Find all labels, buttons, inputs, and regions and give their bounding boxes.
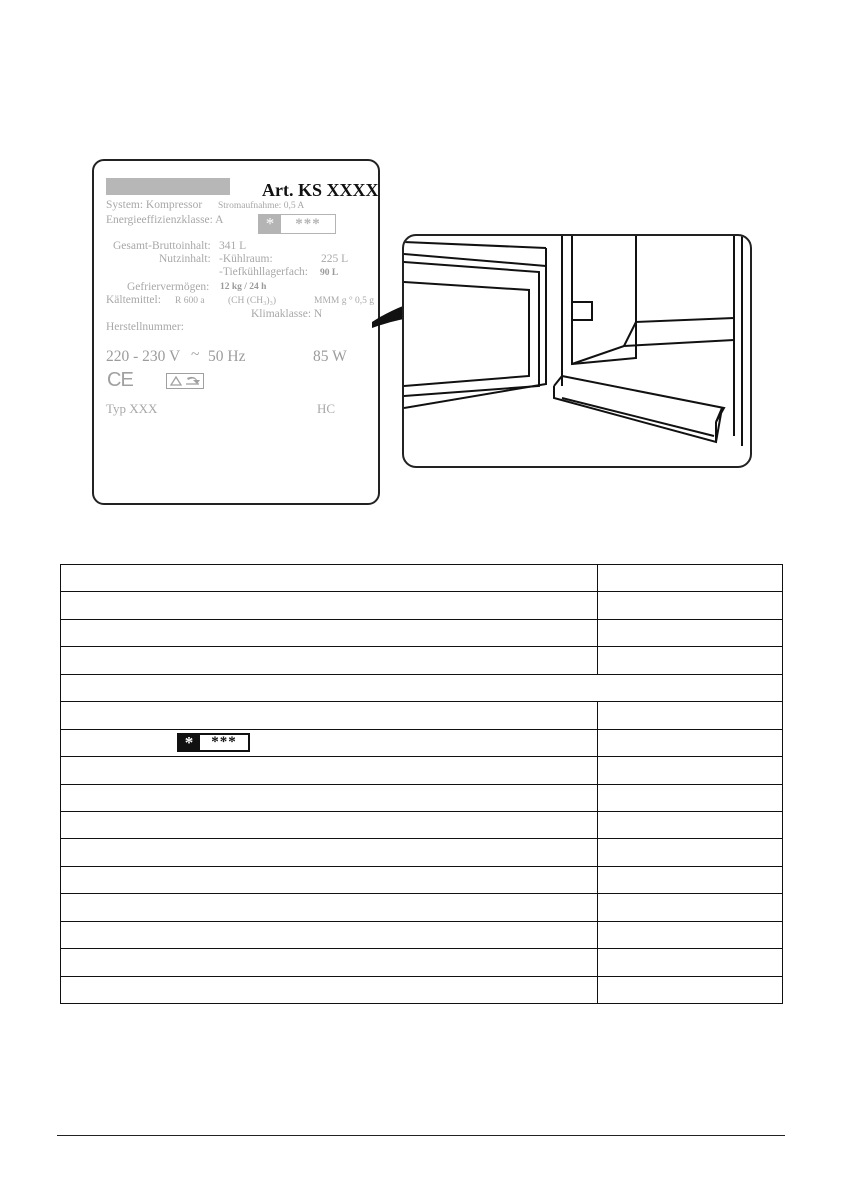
table-label-cell (61, 811, 598, 838)
ac-symbol: ~ (191, 346, 200, 363)
table-row (61, 647, 783, 674)
table-value-cell (598, 784, 783, 811)
gross-volume-label: Gesamt-Bruttoinhalt: (113, 240, 211, 252)
table-value-cell (598, 811, 783, 838)
article-number: Art. KS XXXX (262, 180, 379, 200)
table-row (61, 811, 783, 838)
table-row (61, 894, 783, 921)
table-label-cell (61, 647, 598, 674)
table-label-cell (61, 866, 598, 893)
plate-location-marker (572, 302, 592, 320)
table-label-cell (61, 921, 598, 948)
table-value-cell (598, 976, 783, 1003)
refrigerant-mass: MMM g ° 0,5 g (314, 296, 375, 306)
table-value-cell (598, 592, 783, 619)
table-value-cell (598, 757, 783, 784)
table-label-cell (61, 976, 598, 1003)
table-value-cell (598, 839, 783, 866)
climate-class: Klimaklasse: N (251, 308, 323, 320)
table-label-cell (61, 757, 598, 784)
fridge-interior-illustration (402, 234, 752, 468)
freezing-capacity-value: 12 kg / 24 h (220, 282, 267, 292)
ce-mark-icon: CE (107, 369, 133, 391)
current-label: Stromaufnahme: 0,5 A (218, 201, 305, 211)
type-label: Typ XXX (106, 401, 158, 416)
voltage-rating: 220 - 230 V (106, 348, 181, 365)
energy-class-label: Energieeffizienzklasse: A (106, 214, 224, 226)
freezer-star-rating-icon (258, 214, 336, 234)
table-row (61, 619, 783, 646)
table-value-cell (598, 647, 783, 674)
table-value-cell (598, 894, 783, 921)
freezer-compartment-value: 90 L (320, 268, 339, 278)
table-label-cell (61, 729, 598, 756)
table-label-cell (61, 839, 598, 866)
table-label-cell (61, 592, 598, 619)
table-value-cell (598, 565, 783, 592)
frequency-rating: 50 Hz (208, 348, 246, 365)
triple-star-icon: *** (295, 215, 321, 232)
fridge-door-drawing (404, 236, 752, 468)
specification-table (60, 564, 783, 1004)
refrigerant-label: Kältemittel: (106, 294, 161, 306)
table-row (61, 784, 783, 811)
freezer-star-rating-icon (177, 733, 250, 752)
refrigerant-formula: (CH (CH₃)₃) (228, 296, 277, 306)
table-value-cell (598, 949, 783, 976)
table-label-cell (61, 894, 598, 921)
table-row (61, 565, 783, 592)
usable-volume-label: Nutzinhalt: (159, 253, 211, 265)
table-value-cell (598, 729, 783, 756)
table-section-cell (61, 674, 783, 701)
recycling-symbol-icon (166, 373, 204, 389)
hc-label: HC (317, 401, 336, 416)
freezing-capacity-label: Gefriervermögen: (127, 281, 210, 293)
refrigerant-value: R 600 a (175, 296, 205, 306)
rating-plate (92, 159, 380, 505)
fridge-compartment-label: -Kühlraum: (219, 253, 273, 265)
table-value-cell (598, 921, 783, 948)
single-star-icon: * (259, 215, 281, 233)
table-row (61, 921, 783, 948)
system-label: System: Kompressor (106, 199, 203, 211)
triple-star-icon: *** (200, 735, 248, 750)
table-row (61, 702, 783, 729)
brand-logo-placeholder (106, 178, 230, 195)
table-row (61, 757, 783, 784)
serial-number-label: Herstellnummer: (106, 321, 184, 333)
table-label-cell (61, 702, 598, 729)
specification-table-body (61, 565, 783, 1004)
footer-divider (57, 1135, 785, 1136)
freezer-compartment-label: -Tiefkühllagerfach: (219, 266, 308, 278)
table-label-cell (61, 949, 598, 976)
table-row (61, 949, 783, 976)
single-star-icon: * (184, 732, 194, 752)
power-rating: 85 W (313, 348, 347, 365)
table-value-cell (598, 866, 783, 893)
table-row (61, 729, 783, 756)
table-row (61, 674, 783, 701)
table-row (61, 839, 783, 866)
table-row (61, 592, 783, 619)
table-row (61, 976, 783, 1003)
table-label-cell (61, 784, 598, 811)
gross-volume-value: 341 L (219, 240, 247, 252)
table-label-cell (61, 565, 598, 592)
table-row (61, 866, 783, 893)
fridge-compartment-value: 225 L (321, 253, 349, 265)
table-label-cell (61, 619, 598, 646)
table-value-cell (598, 702, 783, 729)
table-value-cell (598, 619, 783, 646)
